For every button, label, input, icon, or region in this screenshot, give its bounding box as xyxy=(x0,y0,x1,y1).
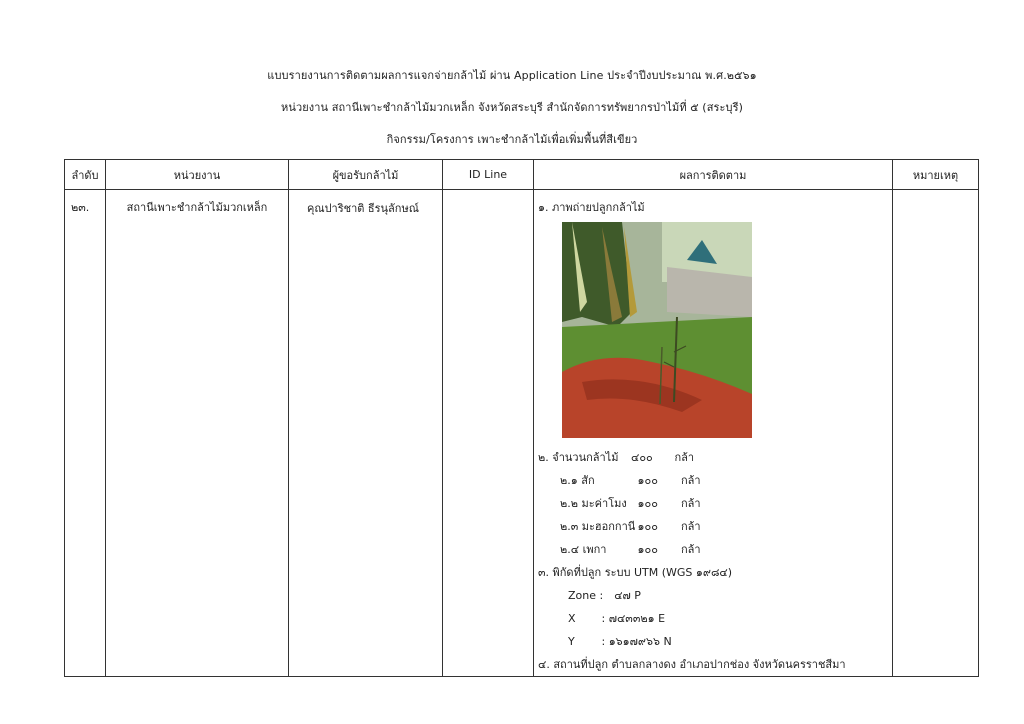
photo-title: ๑. ภาพถ่ายปลูกกล้าไม้ xyxy=(538,201,645,214)
report-agency: หน่วยงาน สถานีเพาะชำกล้าไม้มวกเหล็ก จังหวัดสระบุรี สำนักจัดการทรัพยากรป่าไม้ที่ ๕ (สระบุรี) xyxy=(280,101,744,114)
y-label: Y xyxy=(568,635,575,648)
species-name: ๒.๑ สัก xyxy=(560,474,595,487)
cell-recipient xyxy=(289,190,443,677)
zone-value: ๔๗ P xyxy=(614,589,641,602)
cell-result xyxy=(534,190,893,677)
col-header-result: ผลการติดตาม xyxy=(534,160,893,190)
species-qty: ๑๐๐ xyxy=(637,520,658,533)
species-item xyxy=(538,515,892,538)
row-unit: สถานีเพาะชำกล้าไม้มวกเหล็ก xyxy=(126,201,268,214)
col-header-id-line: ID Line xyxy=(443,160,534,190)
species-name: ๒.๒ มะค่าโมง xyxy=(560,497,627,510)
row-number: ๒๓. xyxy=(71,201,90,214)
planting-photo xyxy=(562,222,752,438)
species-item xyxy=(538,492,892,515)
count-unit: กล้า xyxy=(674,451,695,464)
table-header-row xyxy=(65,160,979,190)
coord-y xyxy=(538,630,892,653)
species-unit: กล้า xyxy=(681,497,701,510)
cell-unit xyxy=(106,190,289,677)
cell-id-line xyxy=(443,190,534,677)
seedling-count xyxy=(538,446,892,469)
coord-x xyxy=(538,607,892,630)
col-header-unit: หน่วยงาน xyxy=(106,160,289,190)
count-value: ๔๐๐ xyxy=(631,451,653,464)
col-header-no: ลำดับ xyxy=(65,160,106,190)
species-unit: กล้า xyxy=(681,474,701,487)
species-unit: กล้า xyxy=(681,543,701,556)
species-item xyxy=(538,538,892,561)
row-id-line xyxy=(443,190,533,198)
count-label: ๒. จำนวนกล้าไม้ xyxy=(538,451,619,464)
report-table xyxy=(64,159,979,677)
x-label: X xyxy=(568,612,576,625)
cell-remark xyxy=(893,190,979,677)
row-remark xyxy=(893,190,978,198)
species-qty: ๑๐๐ xyxy=(637,497,658,510)
planting-place: ๔. สถานที่ปลูก ตำบลกลางดง อำเภอปากช่อง จังหวัดนครราชสีมา xyxy=(538,658,846,671)
species-item xyxy=(538,469,892,492)
report-project: กิจกรรม/โครงการ เพาะชำกล้าไม้เพื่อเพิ่มพื้นที่สีเขียว xyxy=(386,133,638,146)
species-qty: ๑๐๐ xyxy=(637,474,658,487)
species-unit: กล้า xyxy=(681,520,701,533)
coord-zone xyxy=(538,584,892,607)
species-name: ๒.๔ เพกา xyxy=(560,543,607,556)
cell-no xyxy=(65,190,106,677)
y-value: : ๑๖๑๗๙๖๖ N xyxy=(601,635,672,648)
species-qty: ๑๐๐ xyxy=(637,543,658,556)
zone-label: Zone : xyxy=(568,589,604,602)
row-recipient: คุณปาริชาติ ธีรนุลักษณ์ xyxy=(307,202,419,215)
table-row xyxy=(65,190,979,677)
x-value: : ๗๔๓๓๒๑ E xyxy=(601,612,666,625)
coord-title: ๓. พิกัดที่ปลูก ระบบ UTM (WGS ๑๙๘๔) xyxy=(538,566,733,579)
species-name: ๒.๓ มะฮอกกานี xyxy=(560,520,636,533)
col-header-remark: หมายเหตุ xyxy=(893,160,979,190)
report-title: แบบรายงานการติดตามผลการแจกจ่ายกล้าไม้ ผ่าน Application Line ประจำปีงบประมาณ พ.ศ.๒๕๖๑ xyxy=(267,69,757,82)
col-header-recipient: ผู้ขอรับกล้าไม้ xyxy=(289,160,443,190)
